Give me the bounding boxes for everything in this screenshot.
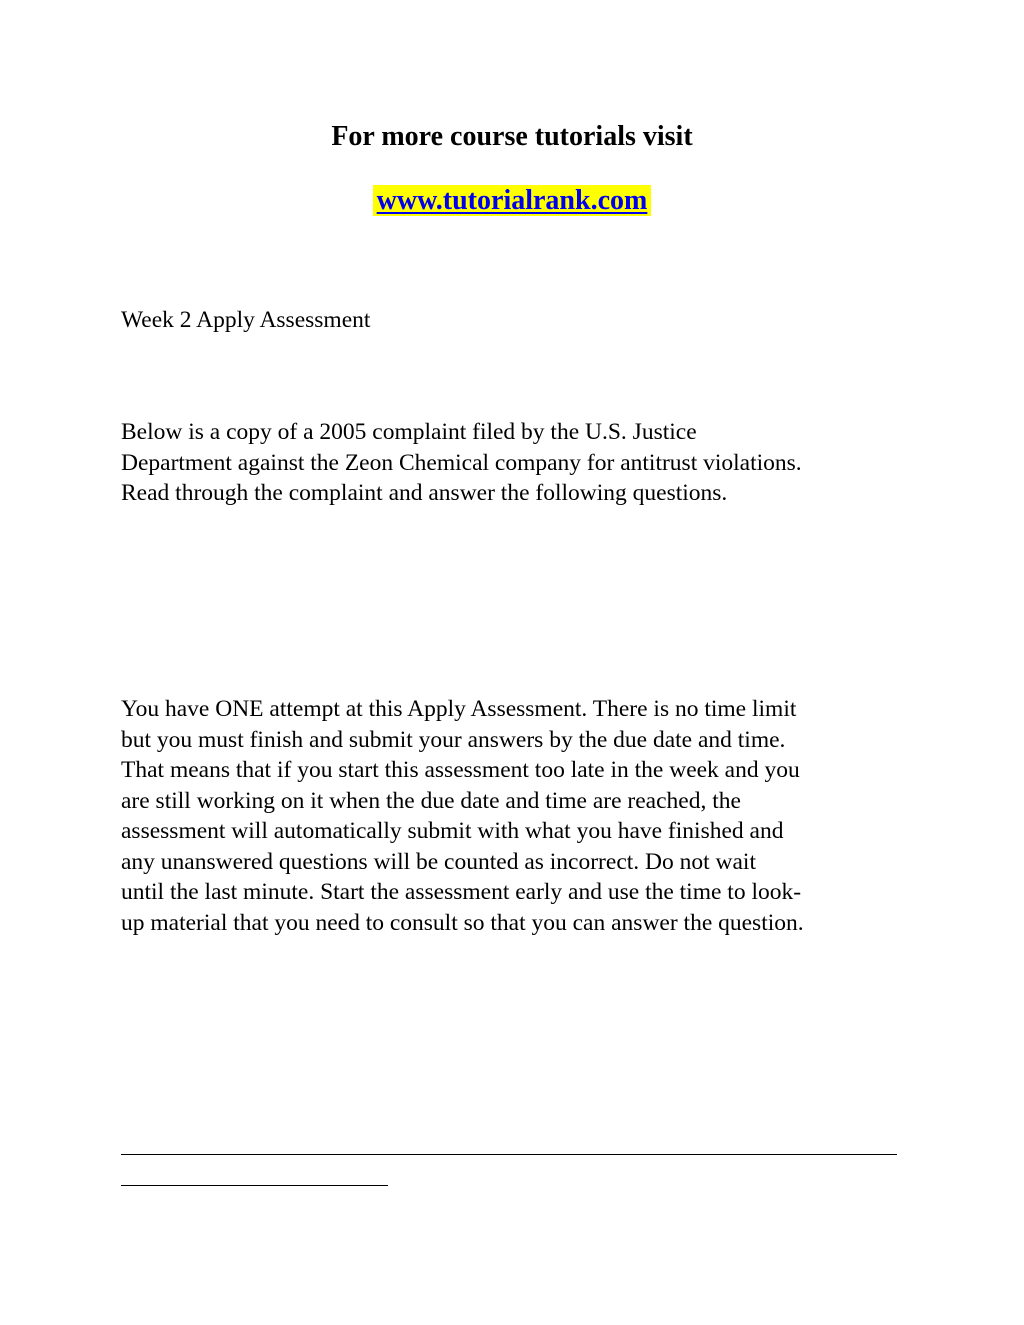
instructions-line: You have ONE attempt at this Apply Assessment. There is no time limit (121, 696, 797, 722)
instructions-line: are still working on it when the due date and time are reached, the (121, 787, 741, 814)
instructions-line: but you must finish and submit your answers by the due date and time. (121, 726, 786, 753)
instructions-line: That means that if you start this assessment too late in the week and you (121, 757, 800, 783)
footer-rule-long (121, 1154, 897, 1155)
instructions-line: until the last minute. Start the assessment early and use the time to look- (121, 879, 802, 905)
intro-line: Department against the Zeon Chemical company for antitrust violations. (121, 449, 802, 476)
instructions-line: up material that you need to consult so that you can answer the question. (121, 909, 804, 936)
tutorialrank-link[interactable]: www.tutorialrank.com (373, 185, 652, 216)
intro-line: Read through the complaint and answer the following questions. (121, 480, 728, 506)
promo-heading-text: For more course tutorials visit (331, 121, 693, 152)
intro-paragraph (121, 417, 911, 509)
promo-link-row (0, 184, 1024, 218)
section-title: Week 2 Apply Assessment (121, 307, 371, 333)
instructions-paragraph (121, 694, 911, 938)
promo-heading (0, 120, 1024, 154)
instructions-line: assessment will automatically submit with what you have finished and (121, 818, 784, 844)
intro-line: Below is a copy of a 2005 complaint filed by the U.S. Justice (121, 419, 697, 445)
instructions-line: any unanswered questions will be counted as incorrect. Do not wait (121, 848, 756, 875)
footer-rule-short (121, 1185, 388, 1186)
